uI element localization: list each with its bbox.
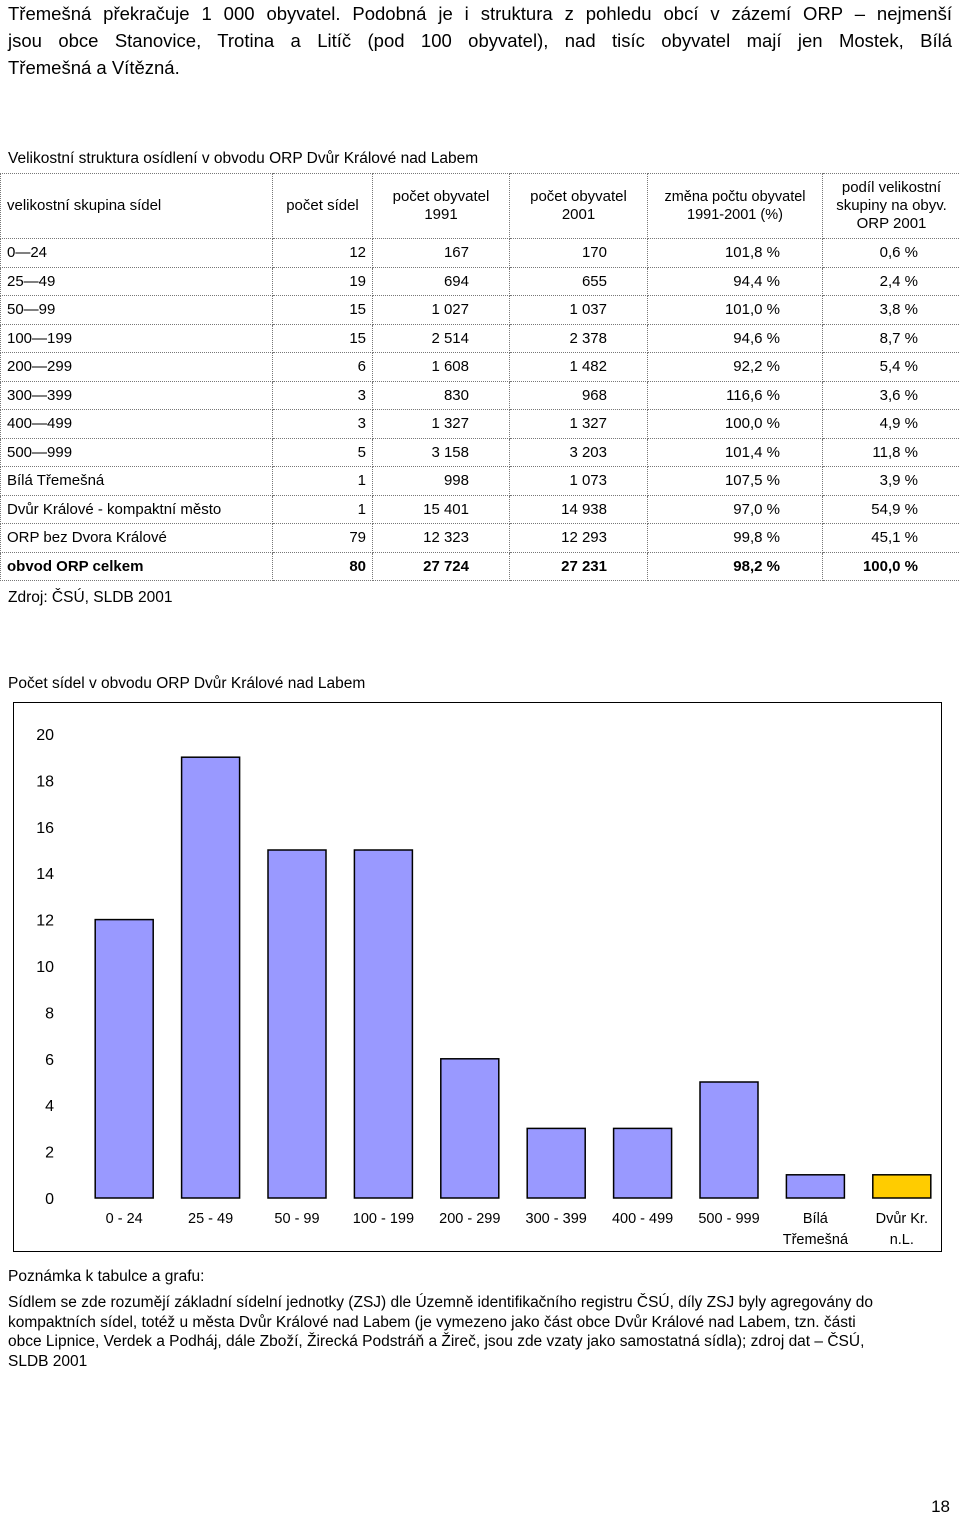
bar xyxy=(182,757,240,1198)
cell-size-group: 400—499 xyxy=(1,410,273,439)
intro-line: Třemešná a Vítězná. xyxy=(8,54,952,81)
y-tick-label: 18 xyxy=(36,773,54,790)
cell-population-change: 107,5 % xyxy=(648,467,823,496)
table-caption: Velikostní struktura osídlení v obvodu ORP Dvůr Králové nad Labem xyxy=(8,150,478,168)
cell-size-group: Bílá Třemešná xyxy=(1,467,273,496)
cell-population-share: 3,6 % xyxy=(823,381,960,410)
cell-size-group: 25—49 xyxy=(1,267,273,296)
x-tick-label: Bílá xyxy=(803,1211,829,1227)
cell-population-change: 100,0 % xyxy=(648,410,823,439)
y-tick-label: 12 xyxy=(36,913,54,930)
cell-population-change: 98,2 % xyxy=(648,552,823,581)
cell-population-change: 101,4 % xyxy=(648,438,823,467)
cell-settlement-count: 6 xyxy=(273,353,373,382)
intro-line: Třemešná překračuje 1 000 obyvatel. Podobná je i struktura z pohledu obcí v zázemí ORP – nejmenší xyxy=(8,0,952,27)
header-size-group: velikostní skupina sídel xyxy=(1,174,273,239)
x-tick-label: 50 - 99 xyxy=(274,1211,319,1227)
header-population-change: změna počtu obyvatel 1991-2001 (%) xyxy=(648,174,823,239)
cell-population-1991: 1 608 xyxy=(373,353,510,382)
cell-settlement-count: 1 xyxy=(273,467,373,496)
table-row xyxy=(1,467,960,496)
cell-settlement-count: 3 xyxy=(273,381,373,410)
table-row xyxy=(1,552,960,581)
cell-population-share: 3,8 % xyxy=(823,296,960,325)
cell-population-1991: 1 027 xyxy=(373,296,510,325)
x-tick-label: 25 - 49 xyxy=(188,1211,233,1227)
cell-population-1991: 998 xyxy=(373,467,510,496)
table-row xyxy=(1,239,960,268)
cell-population-change: 116,6 % xyxy=(648,381,823,410)
x-tick-label: 500 - 999 xyxy=(698,1211,759,1227)
bar xyxy=(786,1175,844,1198)
cell-population-share: 4,9 % xyxy=(823,410,960,439)
header-population-1991: počet obyvatel 1991 xyxy=(373,174,510,239)
cell-population-share: 100,0 % xyxy=(823,552,960,581)
table-source: Zdroj: ČSÚ, SLDB 2001 xyxy=(8,589,173,607)
cell-settlement-count: 12 xyxy=(273,239,373,268)
header-population-share: podíl velikostní skupiny na obyv. ORP 2001 xyxy=(823,174,960,239)
header-population-2001: počet obyvatel 2001 xyxy=(510,174,648,239)
cell-settlement-count: 15 xyxy=(273,324,373,353)
table-row xyxy=(1,324,960,353)
cell-settlement-count: 1 xyxy=(273,495,373,524)
cell-population-2001: 1 327 xyxy=(510,410,648,439)
cell-size-group: 200—299 xyxy=(1,353,273,382)
cell-population-2001: 655 xyxy=(510,267,648,296)
cell-size-group: Dvůr Králové - kompaktní město xyxy=(1,495,273,524)
y-tick-label: 16 xyxy=(36,820,54,837)
x-tick-label: Dvůr Kr. xyxy=(876,1211,928,1227)
y-tick-label: 8 xyxy=(45,1005,54,1022)
table-row xyxy=(1,353,960,382)
bar xyxy=(614,1128,672,1198)
table-row xyxy=(1,296,960,325)
cell-population-share: 45,1 % xyxy=(823,524,960,553)
cell-population-share: 2,4 % xyxy=(823,267,960,296)
bar xyxy=(527,1128,585,1198)
cell-population-2001: 14 938 xyxy=(510,495,648,524)
cell-settlement-count: 3 xyxy=(273,410,373,439)
cell-size-group: 50—99 xyxy=(1,296,273,325)
cell-population-share: 8,7 % xyxy=(823,324,960,353)
cell-population-change: 97,0 % xyxy=(648,495,823,524)
cell-population-change: 94,4 % xyxy=(648,267,823,296)
x-tick-label: 0 - 24 xyxy=(106,1211,143,1227)
x-tick-label: 100 - 199 xyxy=(353,1211,414,1227)
cell-population-1991: 830 xyxy=(373,381,510,410)
cell-population-change: 99,8 % xyxy=(648,524,823,553)
y-tick-label: 6 xyxy=(45,1052,54,1069)
note-title: Poznámka k tabulce a grafu: xyxy=(8,1268,204,1286)
settlement-size-table xyxy=(0,173,960,581)
cell-size-group: ORP bez Dvora Králové xyxy=(1,524,273,553)
cell-settlement-count: 19 xyxy=(273,267,373,296)
intro-line: jsou obce Stanovice, Trotina a Litíč (pod 100 obyvatel), nad tisíc obyvatel mají jen Mostek, Bílá xyxy=(8,27,952,54)
note-line: obce Lipnice, Verdek a Podháj, dále Zboží, Žirecká Podstráň a Žireč, jsou zde vzaty jako samostatná sídla); zdroj dat – ČSÚ, xyxy=(8,1332,952,1352)
cell-population-2001: 968 xyxy=(510,381,648,410)
cell-settlement-count: 79 xyxy=(273,524,373,553)
settlement-count-chart xyxy=(13,702,942,1252)
cell-population-2001: 12 293 xyxy=(510,524,648,553)
cell-population-1991: 2 514 xyxy=(373,324,510,353)
table-row xyxy=(1,381,960,410)
x-tick-label: Třemešná xyxy=(783,1232,849,1248)
note-line: SLDB 2001 xyxy=(8,1352,952,1372)
chart-canvas xyxy=(14,703,943,1253)
cell-population-2001: 170 xyxy=(510,239,648,268)
cell-population-2001: 2 378 xyxy=(510,324,648,353)
note-line: kompaktních sídel, totéž u města Dvůr Králové nad Labem (je vymezeno jako část obce Dvůr Králové nad Labem, tzn. části xyxy=(8,1313,952,1333)
cell-population-change: 92,2 % xyxy=(648,353,823,382)
cell-size-group: 0—24 xyxy=(1,239,273,268)
table-row xyxy=(1,524,960,553)
y-tick-label: 14 xyxy=(36,866,54,883)
table-header-row xyxy=(1,174,960,239)
bar xyxy=(700,1082,758,1198)
y-tick-label: 20 xyxy=(36,727,54,744)
cell-population-1991: 694 xyxy=(373,267,510,296)
cell-population-change: 101,8 % xyxy=(648,239,823,268)
cell-population-2001: 1 073 xyxy=(510,467,648,496)
y-tick-label: 2 xyxy=(45,1145,54,1162)
intro-paragraph xyxy=(8,0,952,81)
bar xyxy=(873,1175,931,1198)
cell-settlement-count: 15 xyxy=(273,296,373,325)
cell-size-group: obvod ORP celkem xyxy=(1,552,273,581)
cell-population-2001: 27 231 xyxy=(510,552,648,581)
cell-size-group: 300—399 xyxy=(1,381,273,410)
chart-title: Počet sídel v obvodu ORP Dvůr Králové nad Labem xyxy=(8,675,365,693)
bar xyxy=(354,850,412,1198)
cell-population-share: 3,9 % xyxy=(823,467,960,496)
x-tick-label: n.L. xyxy=(890,1232,914,1248)
cell-population-change: 94,6 % xyxy=(648,324,823,353)
y-tick-label: 10 xyxy=(36,959,54,976)
y-tick-label: 4 xyxy=(45,1098,54,1115)
table-row xyxy=(1,267,960,296)
cell-population-2001: 1 482 xyxy=(510,353,648,382)
x-tick-label: 400 - 499 xyxy=(612,1211,673,1227)
note-body xyxy=(8,1293,952,1371)
cell-population-1991: 3 158 xyxy=(373,438,510,467)
table-row xyxy=(1,410,960,439)
x-tick-label: 300 - 399 xyxy=(526,1211,587,1227)
cell-settlement-count: 5 xyxy=(273,438,373,467)
cell-population-1991: 12 323 xyxy=(373,524,510,553)
x-tick-label: 200 - 299 xyxy=(439,1211,500,1227)
cell-population-1991: 167 xyxy=(373,239,510,268)
cell-population-share: 5,4 % xyxy=(823,353,960,382)
y-tick-label: 0 xyxy=(45,1191,54,1208)
cell-population-1991: 1 327 xyxy=(373,410,510,439)
cell-population-2001: 3 203 xyxy=(510,438,648,467)
bar xyxy=(268,850,326,1198)
cell-size-group: 100—199 xyxy=(1,324,273,353)
page-number: 18 xyxy=(931,1497,950,1517)
cell-size-group: 500—999 xyxy=(1,438,273,467)
cell-population-2001: 1 037 xyxy=(510,296,648,325)
cell-settlement-count: 80 xyxy=(273,552,373,581)
bar xyxy=(95,920,153,1198)
cell-population-share: 0,6 % xyxy=(823,239,960,268)
table-row xyxy=(1,438,960,467)
cell-population-share: 11,8 % xyxy=(823,438,960,467)
cell-population-1991: 27 724 xyxy=(373,552,510,581)
header-settlement-count: počet sídel xyxy=(273,174,373,239)
table-row xyxy=(1,495,960,524)
cell-population-change: 101,0 % xyxy=(648,296,823,325)
cell-population-1991: 15 401 xyxy=(373,495,510,524)
note-line: Sídlem se zde rozumějí základní sídelní jednotky (ZSJ) dle Územně identifikačního registru ČSÚ, díly ZSJ byly agregovány do xyxy=(8,1293,952,1313)
cell-population-share: 54,9 % xyxy=(823,495,960,524)
bar xyxy=(441,1059,499,1198)
